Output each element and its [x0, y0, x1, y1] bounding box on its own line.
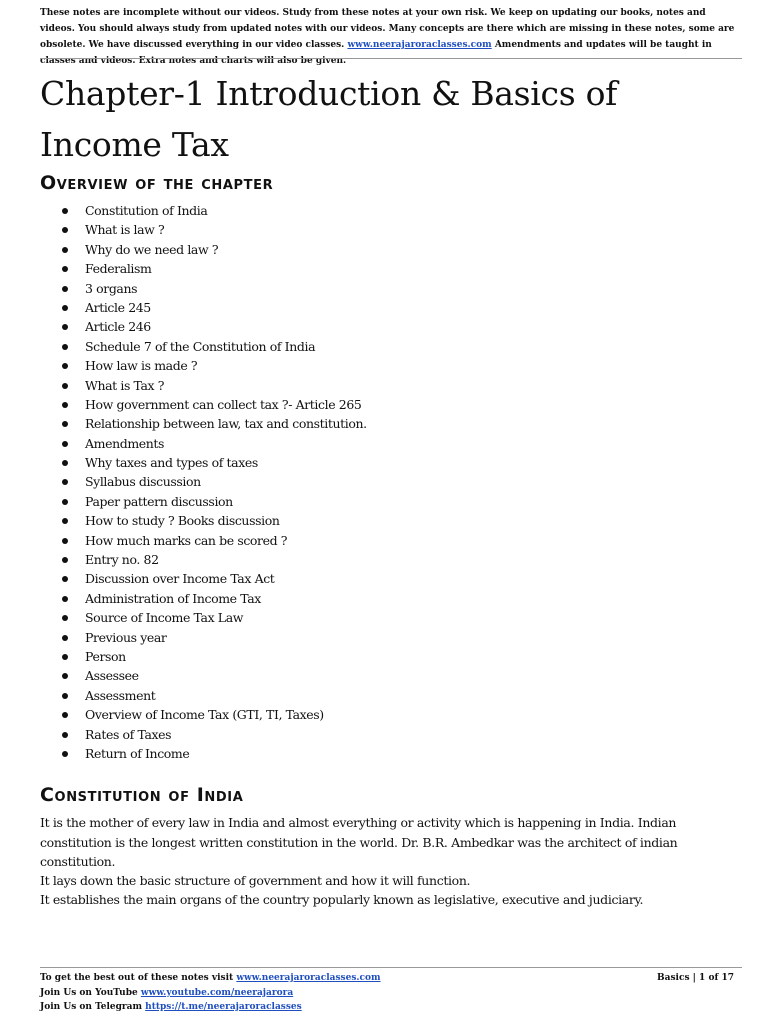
list-item — [40, 201, 367, 220]
bullet-icon — [62, 693, 68, 699]
bullet-icon — [62, 635, 68, 641]
footer-line-telegram — [40, 1000, 740, 1015]
list-item — [40, 434, 367, 453]
bullet-icon — [62, 712, 68, 718]
bullet-icon — [62, 732, 68, 738]
list-item — [40, 414, 367, 433]
list-item-text: Overview of Income Tax (GTI, TI, Taxes) — [85, 707, 324, 723]
list-item-text: Why do we need law ? — [85, 241, 219, 257]
list-item-text: Article 246 — [85, 319, 151, 335]
list-item-text: Constitution of India — [85, 203, 208, 218]
list-item — [40, 298, 367, 317]
bullet-icon — [62, 266, 68, 272]
list-item-text: Why taxes and types of taxes — [85, 455, 258, 471]
bullet-icon — [62, 247, 68, 253]
list-item — [40, 453, 367, 472]
list-item-text: How government can collect tax ?- Article 265 — [85, 396, 362, 412]
constitution-paragraph-1: It is the mother of every law in India and almost everything or activity which is happening in India. Indian constitution is the longest written constitution in the world. Dr. B.R. Ambedkar was the architect of indian constitution. — [40, 815, 678, 869]
list-item — [40, 744, 367, 763]
bullet-icon — [62, 518, 68, 524]
list-item — [40, 589, 367, 608]
list-item-text: Discussion over Income Tax Act — [85, 571, 275, 587]
list-item-text: Relationship between law, tax and constitution. — [85, 416, 367, 432]
footer — [40, 971, 740, 1015]
list-item-text: Administration of Income Tax — [85, 590, 261, 606]
list-item-text: Assessment — [85, 687, 156, 703]
bullet-icon — [62, 557, 68, 563]
bullet-icon — [62, 402, 68, 408]
list-item — [40, 472, 367, 491]
list-item — [40, 666, 367, 685]
list-item — [40, 317, 367, 336]
footer-youtube-label: Join Us on YouTube — [40, 987, 141, 998]
footer-divider — [40, 967, 742, 968]
bullet-icon — [62, 363, 68, 369]
bullet-icon — [62, 460, 68, 466]
constitution-paragraph-2: It lays down the basic structure of government and how it will function. — [40, 873, 471, 888]
list-item — [40, 569, 367, 588]
list-item — [40, 376, 367, 395]
list-item-text: Return of Income — [85, 745, 190, 761]
footer-telegram-link[interactable]: https://t.me/neerajaroraclasses — [145, 1002, 302, 1012]
header-divider — [40, 58, 742, 59]
list-item-text: Assessee — [85, 668, 139, 684]
list-item-text: What is law ? — [85, 222, 165, 238]
list-item — [40, 705, 367, 724]
footer-website-label: To get the best out of these notes visit — [40, 973, 237, 983]
list-item-text: Schedule 7 of the Constitution of India — [85, 338, 316, 354]
bullet-icon — [62, 673, 68, 679]
bullet-icon — [62, 479, 68, 485]
overview-heading: Overview of the chapter — [40, 172, 274, 194]
list-item — [40, 259, 367, 278]
list-item-text: How much marks can be scored ? — [85, 532, 288, 548]
bullet-icon — [62, 538, 68, 544]
list-item — [40, 337, 367, 356]
bullet-icon — [62, 344, 68, 350]
list-item — [40, 725, 367, 744]
bullet-icon — [62, 208, 68, 214]
list-item-text: Paper pattern discussion — [85, 493, 233, 509]
chapter-title: Chapter-1 Introduction & Basics of Income Tax — [40, 74, 618, 164]
list-item — [40, 220, 367, 239]
bullet-icon — [62, 227, 68, 233]
list-item-text: Syllabus discussion — [85, 474, 201, 490]
list-item-text: Rates of Taxes — [85, 726, 172, 742]
bullet-icon — [62, 576, 68, 582]
footer-website-link[interactable]: www.neerajaroraclasses.com — [236, 973, 381, 983]
list-item-text: Source of Income Tax Law — [85, 610, 244, 626]
bullet-icon — [62, 305, 68, 311]
list-item-text: Person — [85, 648, 126, 664]
page-number: Basics | 1 of 17 — [657, 973, 734, 983]
bullet-icon — [62, 654, 68, 660]
list-item-text: How law is made ? — [85, 358, 198, 374]
list-item — [40, 492, 367, 511]
list-item-text: Article 245 — [85, 299, 151, 315]
list-item — [40, 647, 367, 666]
bullet-icon — [62, 499, 68, 505]
website-link[interactable]: www.neerajaroraclasses.com — [347, 40, 492, 50]
list-item-text: Amendments — [85, 435, 165, 451]
bullet-icon — [62, 751, 68, 757]
list-item-text: Entry no. 82 — [85, 552, 159, 568]
bullet-icon — [62, 421, 68, 427]
list-item — [40, 686, 367, 705]
list-item-text: What is Tax ? — [85, 377, 165, 393]
footer-telegram-label: Join Us on Telegram — [40, 1002, 146, 1012]
list-item — [40, 550, 367, 569]
bullet-icon — [62, 324, 68, 330]
disclaimer-text: These notes are incomplete without our videos. Study from these notes at your own risk. We keep on updating our books, notes and videos. You should always study from updated notes with our videos. Many concepts are there which are missing in these notes, some are obsolete. We have discussed everything in our video classes. — [40, 8, 735, 50]
list-item — [40, 531, 367, 550]
footer-line-website — [40, 971, 740, 986]
overview-topic-list — [40, 201, 367, 763]
bullet-icon — [62, 596, 68, 602]
bullet-icon — [62, 441, 68, 447]
list-item — [40, 608, 367, 627]
list-item — [40, 395, 367, 414]
bullet-icon — [62, 383, 68, 389]
disclaimer-note — [40, 5, 740, 69]
constitution-heading: Constitution of India — [40, 784, 244, 806]
list-item-text: Federalism — [85, 261, 152, 277]
list-item-text: 3 organs — [85, 280, 138, 296]
disclaimer-text-continued: Amendments and updates will be taught in classes and videos. Extra notes and charts will also be given. — [40, 40, 712, 66]
list-item-text: How to study ? Books discussion — [85, 513, 280, 529]
list-item — [40, 279, 367, 298]
constitution-paragraph-3: It establishes the main organs of the country popularly known as legislative, executive and judiciary. — [40, 892, 644, 907]
list-item — [40, 356, 367, 375]
list-item — [40, 511, 367, 530]
bullet-icon — [62, 615, 68, 621]
list-item — [40, 240, 367, 259]
list-item — [40, 628, 367, 647]
bullet-icon — [62, 286, 68, 292]
list-item-text: Previous year — [85, 629, 167, 645]
footer-youtube-link[interactable]: www.youtube.com/neerajarora — [140, 987, 294, 998]
footer-line-youtube — [40, 986, 740, 1001]
